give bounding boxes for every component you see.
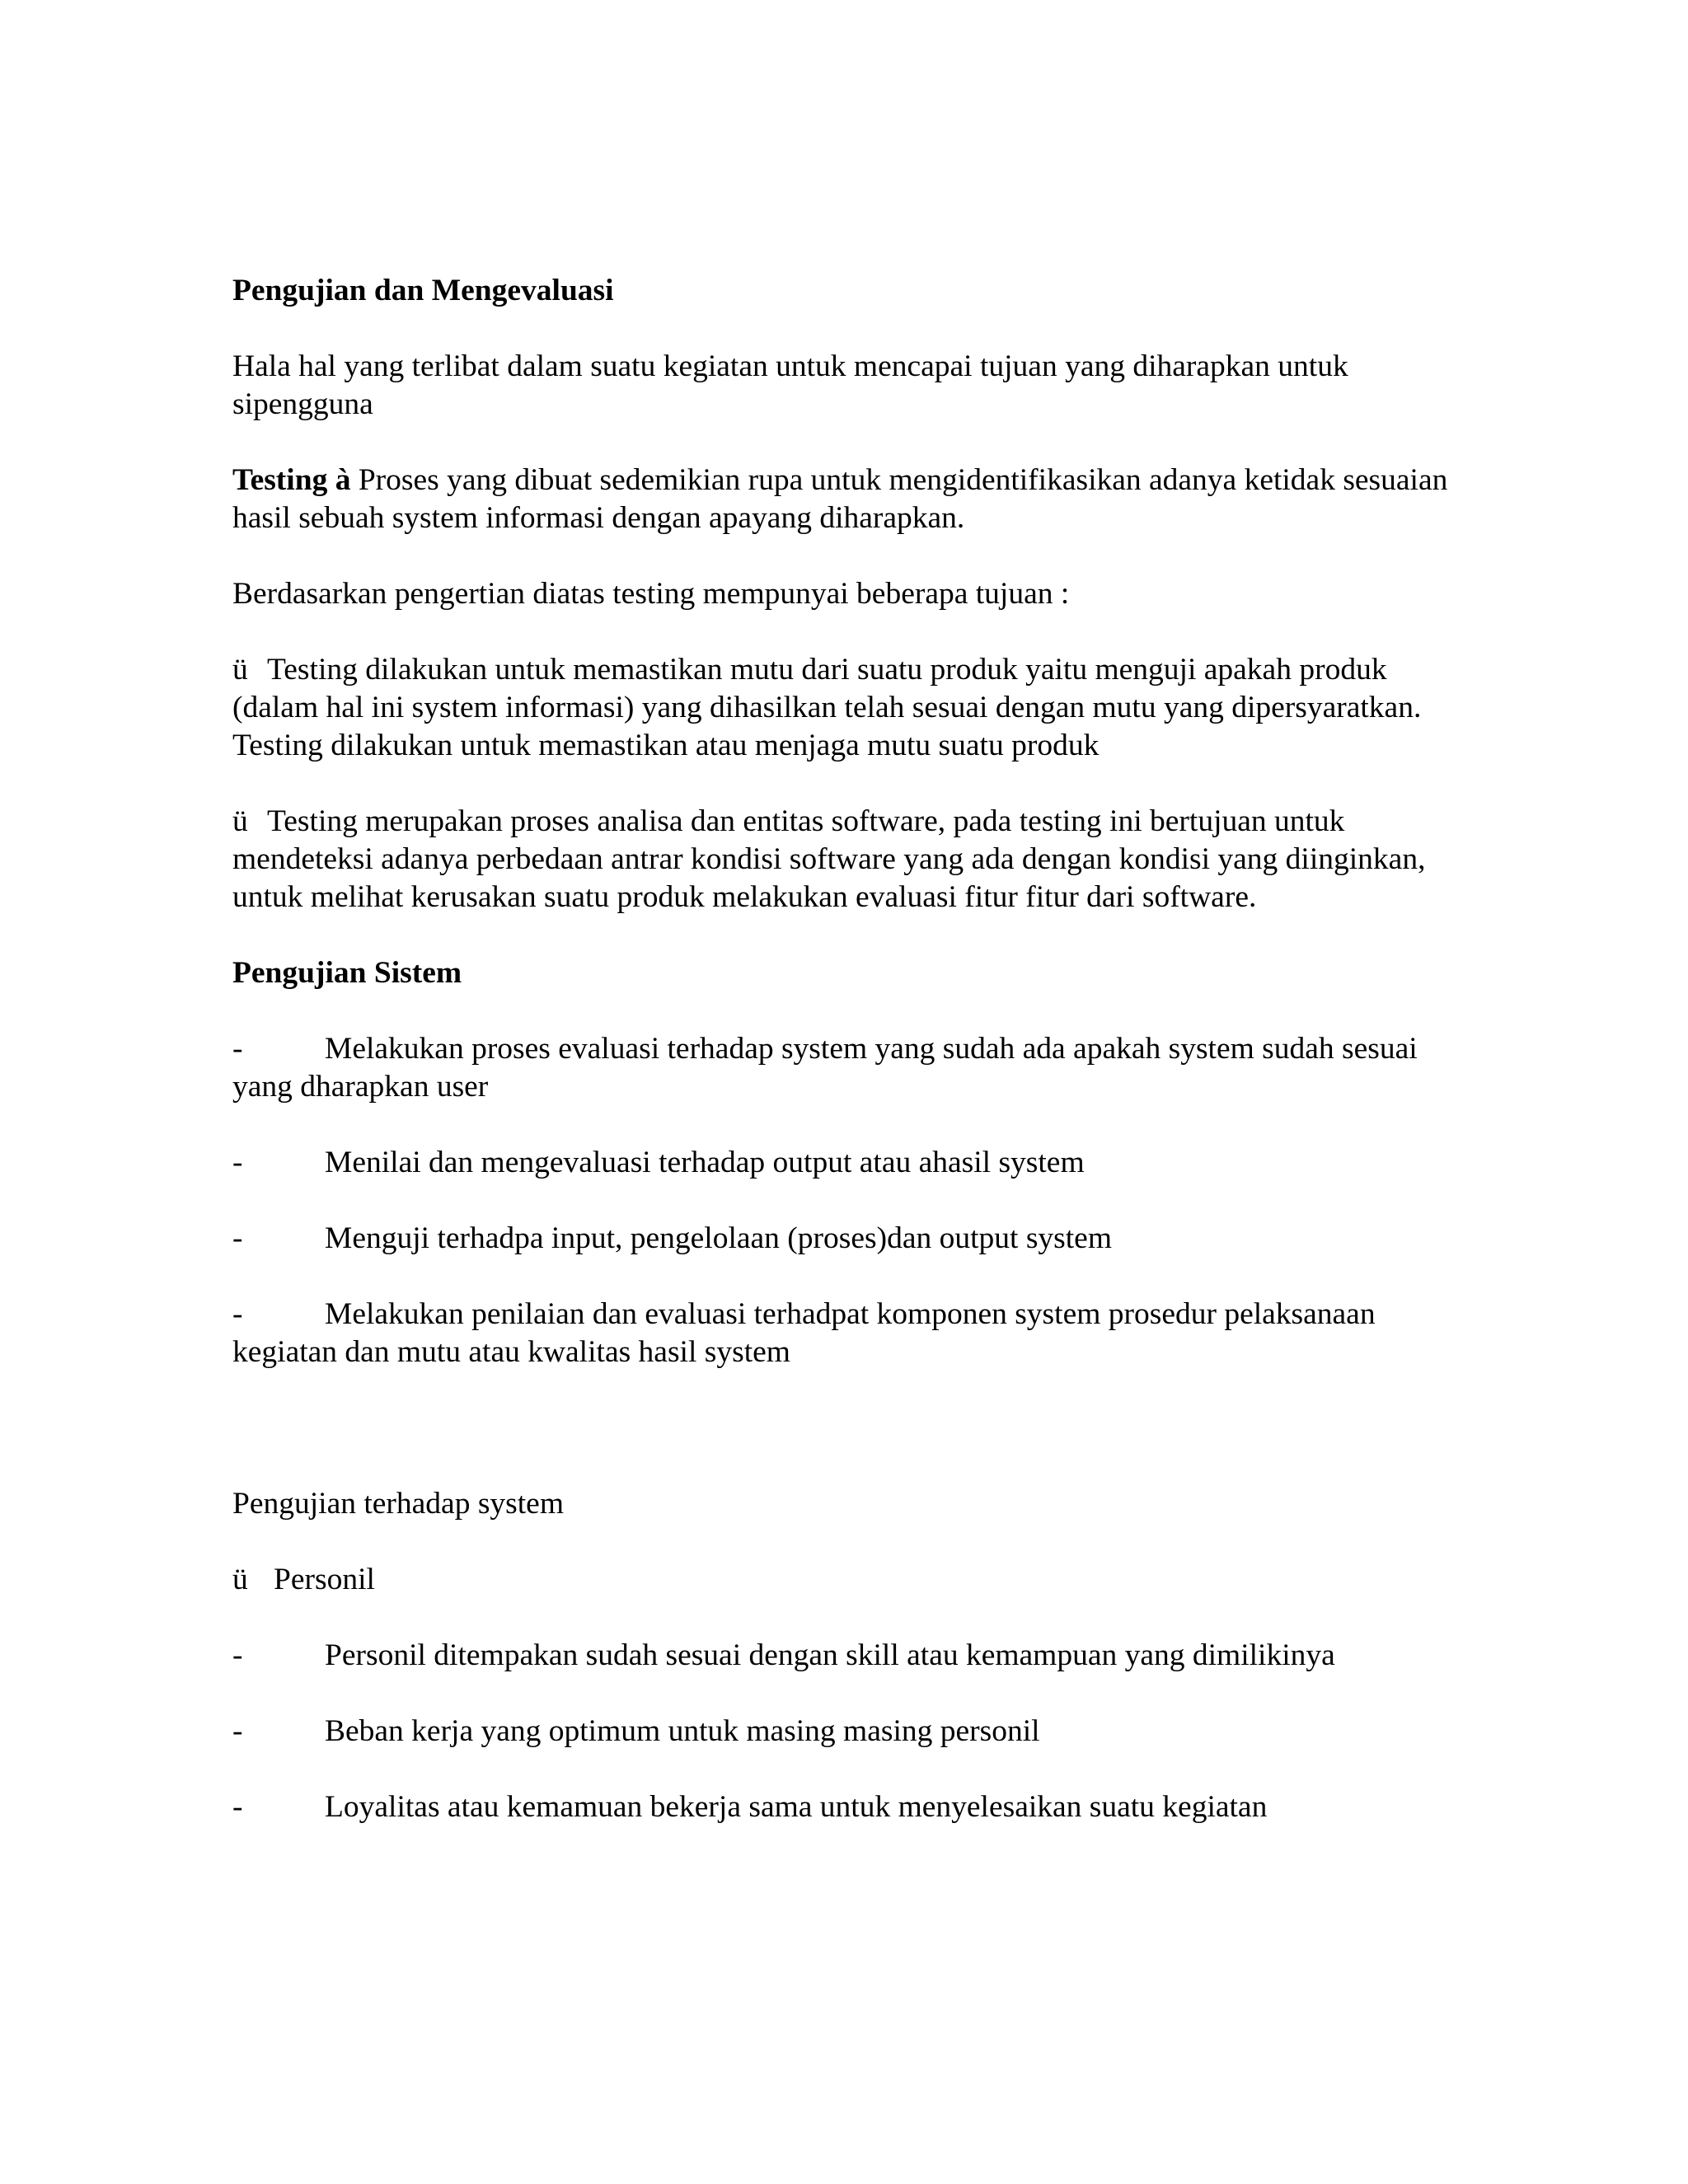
system-item-4 [232,1296,1461,1371]
personnel-item-text-3: Loyalitas atau kemamuan bekerja sama untuk menyelesaikan suatu kegiatan [325,1790,1268,1824]
system-item-2 [232,1144,1461,1182]
dash-bullet: - [232,1638,243,1672]
checkmark-bullet-icon: ü [232,653,248,687]
system-item-text-3: Menguji terhadpa input, pengelolaan (proses)dan output system [325,1221,1112,1255]
checkmark-bullet-icon: ü [232,804,248,838]
purpose-intro: Berdasarkan pengertian diatas testing mempunyai beberapa tujuan : [232,577,1070,611]
personnel-heading [232,1561,1461,1599]
dash-bullet: - [232,1714,243,1748]
purpose-item-1 [232,651,1461,765]
personnel-item-text-1: Personil ditempakan sudah sesuai dengan skill atau kemampuan yang dimilikinya [325,1638,1335,1672]
dash-bullet: - [232,1297,243,1331]
dash-bullet: - [232,1790,243,1824]
personnel-item-3 [232,1788,1461,1826]
section-title-pengujian-terhadap-system: Pengujian terhadap system [232,1487,564,1521]
dash-bullet: - [232,1146,243,1179]
blank-space [232,1409,1461,1485]
document-body [232,272,1461,1864]
system-item-3 [232,1220,1461,1258]
section-title-pengujian-sistem: Pengujian Sistem [232,956,462,990]
personnel-item-2 [232,1713,1461,1750]
intro-paragraph: Hala hal yang terlibat dalam suatu kegiatan untuk mencapai tujuan yang diharapkan untuk sipengguna [232,349,1348,421]
checkmark-bullet-icon: ü [232,1563,248,1596]
testing-label: Testing à [232,463,351,497]
testing-text: Proses yang dibuat sedemikian rupa untuk mengidentifikasikan adanya ketidak sesuaian hasil sebuah system informasi dengan apayang diharapkan. [232,463,1448,535]
personnel-item-1 [232,1637,1461,1675]
system-item-1 [232,1030,1461,1106]
dash-bullet: - [232,1221,243,1255]
system-item-text-1: Melakukan proses evaluasi terhadap system yang sudah ada apakah system sudah sesuai yang dharapkan user [232,1032,1418,1104]
document-title: Pengujian dan Mengevaluasi [232,274,614,307]
purpose-item-2 [232,803,1461,916]
system-item-text-2: Menilai dan mengevaluasi terhadap output atau ahasil system [325,1146,1085,1179]
personnel-item-text-2: Beban kerja yang optimum untuk masing masing personil [325,1714,1040,1748]
dash-bullet: - [232,1032,243,1066]
personnel-label: Personil [274,1563,375,1596]
system-item-text-4: Melakukan penilaian dan evaluasi terhadpat komponen system prosedur pelaksanaan kegiatan dan mutu atau kwalitas hasil system [232,1297,1376,1369]
purpose-text-1: Testing dilakukan untuk memastikan mutu dari suatu produk yaitu menguji apakah produk (dalam hal ini system informasi) yang dihasilkan telah sesuai dengan mutu yang dipersyaratkan. Testing dilakukan untuk memastikan atau menjaga mutu suatu produk [232,653,1422,762]
testing-definition [232,462,1461,537]
purpose-text-2: Testing merupakan proses analisa dan entitas software, pada testing ini bertujuan untuk mendeteksi adanya perbedaan antrar kondisi software yang ada dengan kondisi yang diinginkan, untuk melihat kerusakan suatu produk melakukan evaluasi fitur fitur dari software. [232,804,1426,914]
